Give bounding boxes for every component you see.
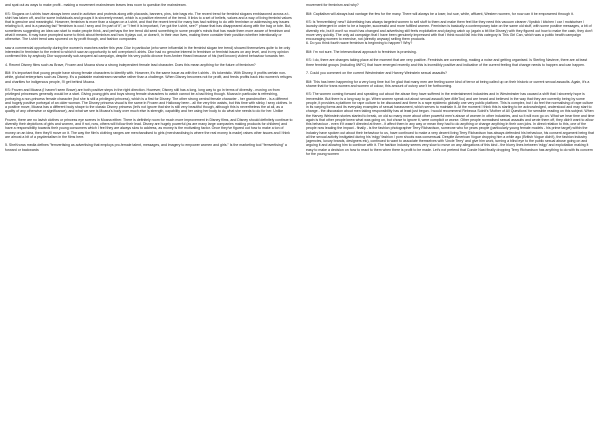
- left-column: [5, 3, 294, 152]
- question-5: 5. SheKnows media defines "femvertising as advertising that employs pro-female talent, messages, and imagery to empower women and girls." Is the marketing tool "femvertising" a forward or backwards: [5, 143, 288, 152]
- answer-ks-fourth-wave: KS: I do, there are changes taking place at the moment that are very positive. Feminists are connecting, making a noise and getting organised. Is Sterling Navieve, there are at least three feminist groups (including IWFC) that have emerged recently and this is incredibly positive and indicative of the current feeling that change needs to happen and can happen.: [306, 58, 589, 67]
- answer-bm-disney: BM: It's important that young people have strong female characters to identify with. However, it's the same issue as with the t-shirts - it's tokenistic. With Disney, it profits certain non-white, global enterprises such as Disney. It's a palatable mainstream narrative rather than a challenge. When Disney becomes not for profit, and feeds profits back into women's refuges and charities for indigenous people, I'll get behind Moana.: [5, 71, 293, 84]
- right-column: [306, 3, 595, 156]
- answer-bm-weinstein: BM: This has been happening for a very long time but I'm glad that many men are feeling some kind of terror at being called up on their historic or current sexual assaults. Again, it's a shame that for trans women and women of colour, this amount of outcry won't be forthcoming.: [306, 79, 591, 88]
- answer-ks-weinstein: KS: The women coming forward and speaking out about the abuse they have suffered in the entertainment industries and in Westminster has caused a shift that I sincerely hope is irreversible. But there is a long way to go. When women speak out about sexual assault (see #MeToo) and are heard and believed in the way that they are currently being by some people, it provides a platform for rape culture to be discussed and there is a rape epidemic globally one very public platform. This is complex, but I do feel the normalising of rape culture in its varying forms and its everyday examples of sexual harassment, which serves to maintain it. At the moment I think this is starting to be acknowledged, understood and may start to change - the discussion about men taking responsibility has at least just begun. I would recommend Rebecca Solnit's 'Mother of All Questions' for sensible reading on this subject. When the Harvey Weinstein stories started to break, on old so many more about other powerful men's abuse of women in other industries, and so it will now go on. What we hear time and time again is that other people knew what was going on, but chose to ignore it, were complicit or worse. Other people normalised sexual assaults and wrote them off, they didn't want to allow this behaviour - even if it wasn't directed at them - it affect them in any way or mean they had to do anything or change anything in their own jobs. In direct relation to this, one of the people now leading the impact - finally - is the fashion photographer Terry Richardson, someone who for years people (particularly young female models - his prime target) within the industry have spoken out about their behaviour to us, have continued to make a very decent living Terry Richardson has always defended his behaviour, his consent argument being that all the sexual activity instigated during his 'edgy' fashion / porn shoots was consensual. Despite American Vogue dropping him a while ago (British Vogue didn't), the fashion industry (agencies, luxury brands, designers etc), continued to want to associate themselves with 'Uncle Terry' and give him work, turning a blind eye to the public sexual abuse going on and arguing it and allowing him to continue with it. The fashion industry seems very slow to move on any allegations of this kind - the blurry lines between 'edgy' and exploitation making it easy to make a decision on how to react to them when there is profit to be made. Let's not pretend that Conde Nast finally dropping Terry Richardson has anything to do with its concern for the young women: [306, 92, 596, 156]
- answer-ks-dior: saw a commercial opportunity during the women's marches earlier this year. Dior in particular (who were influential in the feminist slogan tee trend) showed themselves quite to be only interested in feminism to the extent to which it saw an opportunity to sell overpriced t-shirts. Dior had no genuine interest in feminism or feminist issues on any level, and in my opinion confirmed this by anybody Dior supposedly sub-sequent ad campaign, despite his very public divorce from Amber Heard because of his (well known) violent behaviour towards her.: [5, 45, 292, 58]
- answer-ks-frozen: Frozen, there are no lavish clothes or princess eye scenes in Moana either. There is definitely room for much more improvement in Disney films, and Disney should definitely continue to diversify their depictions of girls and women, and if not, now, others will follow their lead. Disney are hugely powerful (as are many large companies making products for children) and have a responsibility towards their young consumers which I feel they are always slow to address, as money is the motivating factor. Once they've figured out how to make a ton of money on an idea, then they'll move on it. The way the film's clothing ranges are merchandised to girls (merchandising is where the real money is made) raises other issues and I think are almost a bit of a psydentalism in the films here.: [5, 117, 294, 139]
- answer-bm-femvertising: BM: Capitalism will always bad vantage the few for the many. There will always be a loser, but sue, white, affluent, Western women, for now can it be empowered through it.: [306, 11, 574, 16]
- answer-bm-fourth-wave: BM: I'm not sure. The intersectional approach to feminism is promising.: [306, 49, 417, 54]
- question-5-continuation: movement for feminism and why?: [306, 3, 359, 7]
- question-7: 7. Could you comment on the current Westminster and Harvey Weinstein sexual assaults?: [306, 71, 447, 75]
- answer-ks-femvertising: KS: Is 'femvertising' new? Advertising has always targeted women to sell stuff to them and make them feel like they need this vacuum cleaner / lipstick / kitchen / car / moisturiser / laundry detergent in order to be a happier, successful and more fulfilled women. Feminism is basically a contemporary take on the same old stuff, with some positive messages, a bit of diversity etc, but it won't so much has changed and advertising still feels exploitative and playing catch up (again a bit like Disney) with they figured out how to make the cash, they don't move very quickly. The only ad campaign that I have been genuinely impressed with that I think would fall into this category is This Girl Can, which was a public health campaign encouraging women to exercise, not (directly anyway) selling them products. 6. Do you think fourth wave feminism is beginning to happen? Why?: [306, 20, 593, 46]
- answer-ks-disney: KS: Frozen and Moana (I haven't seen Brave) are both positive steps in the right direction. However, Disney still has a long, long way to go in terms of diversity - moving on from privileged princesses generally would be a start. Giving young girls and boys strong female characters to watch cannot be a bad thing though. Moana in particular is refreshing, portraying a non-princess female character (but she is still a privileged princess), which is a first for Disney. The other strong central female character - her grandmother - is a different and hugely positive portrayal of an older woman. The Disney princess visual is the same in Frozen and Halloway been - all the very thin waists, but this time with slinky / sexy clothes. In a positive move, Moana has a different body shape to the classic Disney princess (let's not ignore that she is still very beautiful though, although this is nevertheless the at all, as a quality of any otherwise or significance), and what we see is Moana's body over much else is strength, capability and her using her body to do what she needs to do for her. Unlike: [5, 88, 294, 114]
- answer-ks-tshirts: KS: Slogans on t-shirts have always been used in activism and protests along with placards, banners, pins, tote bags etc. The recent trend for feminist slogans emblazoned across a t-shirt has taken off, and for some individuals and groups it is sincerely meant, which is a positive element of the trend. It links to a set of beliefs, values and a way of living feminist values that is genuine and meaningful. However, feminism is more than a slogan on a t-shirt, and that the recent trend for many has had nothing to do with feminism or addressing any issues relating to it, and is a passing fad "feminism is cool / sexy and I'm part of it", or "I feel it is important, I've got the t-shirt, see?" phase that has disappeared along with the bag or tote. But, sometimes suggesting an idea can start to make people think, and perhaps the tee trend did seed something in some people's minds that has made them more aware of feminism and what it means. It may have prompted some to think about feminism and how it plays out, or doesn't, in their own lives, making them consider their position whether intentionally or otherwise. The t-shirt trend was spurned on by profit though, and fashion companies: [5, 11, 293, 41]
- paragraph-continuation: and spat out as ways to make profit - making a movement mainstream leaves less room to question the mainstream.: [5, 3, 187, 7]
- question-4: 4. Recent Disney films such as Brave, Frozen and Moana show a strong independent female lead character. Does this mean anything for the future of feminism?: [5, 62, 256, 67]
